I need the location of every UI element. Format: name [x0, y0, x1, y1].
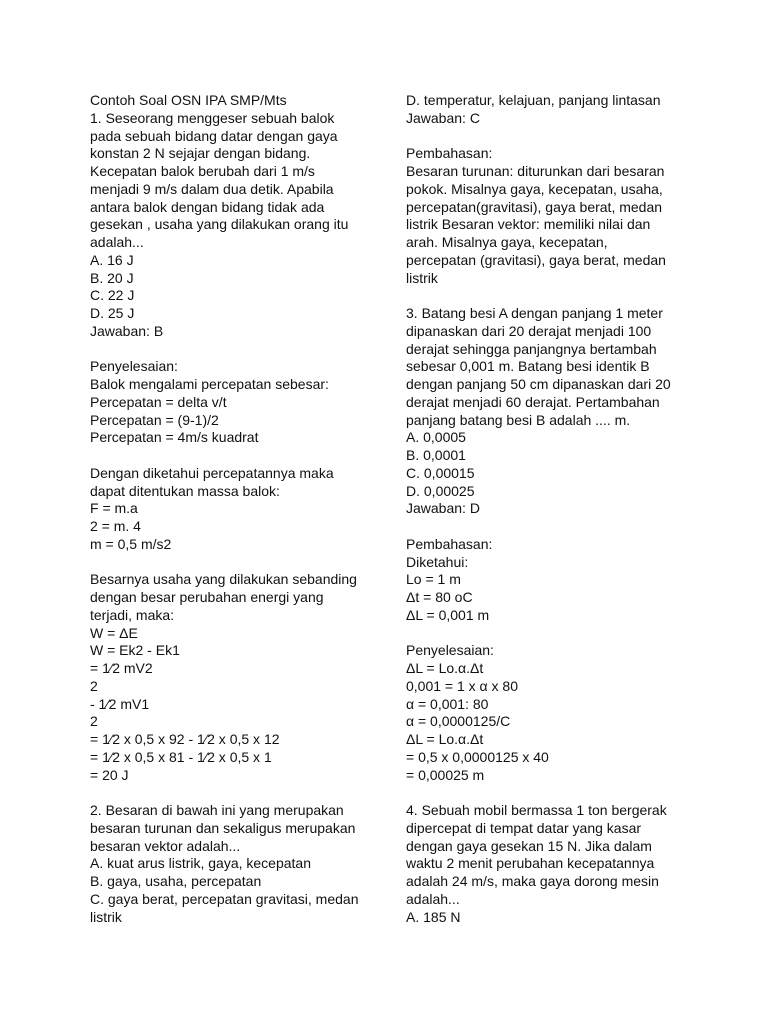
- right-column-line: [406, 625, 696, 643]
- left-column-line: C. 22 J: [90, 287, 135, 304]
- right-column-line: Pembahasan:: [406, 145, 493, 162]
- left-column-line: konstan 2 N sejajar dengan bidang.: [90, 145, 311, 162]
- left-column-line: = 1⁄2 mV2: [90, 660, 153, 676]
- right-column-line: derajat menjadi 60 derajat. Pertambahan: [406, 393, 660, 410]
- left-column-line: besaran vektor adalah...: [90, 837, 241, 854]
- right-column-line: D. 0,00025: [406, 482, 475, 499]
- right-column-line: percepatan(gravitasi), gaya berat, medan: [406, 198, 663, 215]
- left-column-line: = 20 J: [90, 766, 129, 783]
- right-column-line: A. 185 N: [406, 908, 461, 925]
- right-column-line: 3. Batang besi A dengan panjang 1 meter: [406, 305, 663, 321]
- right-column-line: α = 0,0000125/C: [406, 713, 511, 730]
- left-column-line: 2: [90, 677, 98, 694]
- left-column-line: besaran turunan dan sekaligus merupakan: [90, 819, 356, 836]
- left-column-line: antara balok dengan bidang tidak ada: [90, 198, 325, 215]
- right-column-line: ΔL = Lo.α.Δt: [406, 660, 484, 676]
- left-column-line: 2: [90, 713, 98, 730]
- right-column-line: percepatan (gravitasi), gaya berat, medan: [406, 251, 666, 268]
- left-column-line: = 1⁄2 x 0,5 x 92 - 1⁄2 x 0,5 x 12: [90, 731, 280, 747]
- right-column-line: C. 0,00015: [406, 464, 475, 481]
- right-column-line: B. 0,0001: [406, 447, 466, 463]
- left-column-line: listrik: [90, 908, 122, 925]
- left-column-line: Balok mengalami percepatan sebesar:: [90, 376, 329, 392]
- right-column-line: dengan gaya gesekan 15 N. Jika dalam: [406, 837, 652, 854]
- left-column-line: B. 20 J: [90, 269, 134, 286]
- left-column-line: B. gaya, usaha, percepatan: [90, 873, 262, 889]
- right-column-line: listrik: [406, 269, 438, 286]
- left-column-line: W = Ek2 - Ek1: [90, 642, 180, 659]
- left-column-line: gesekan , usaha yang dilakukan orang itu: [90, 216, 349, 233]
- right-column-line: Jawaban: D: [406, 500, 480, 517]
- right-column-line: ΔL = Lo.α.Δt: [406, 731, 484, 747]
- right-column-line: dengan panjang 50 cm dipanaskan dari 20: [406, 376, 671, 392]
- right-column-line: 0,001 = 1 x α x 80: [406, 677, 518, 694]
- left-column-line: - 1⁄2 mV1: [90, 695, 150, 712]
- left-column-line: menjadi 9 m/s dalam dua detik. Apabila: [90, 180, 334, 197]
- right-column-line: dipercepat di tempat datar yang kasar: [406, 819, 642, 836]
- right-column-line: = 0,5 x 0,0000125 x 40: [406, 748, 549, 765]
- right-column-line: [406, 287, 696, 305]
- right-column-line: [406, 784, 696, 802]
- left-text-column: [90, 92, 380, 926]
- right-column-line: ΔL = 0,001 m: [406, 606, 490, 623]
- right-column-line: listrik Besaran vektor: memiliki nilai dan: [406, 216, 651, 233]
- left-column-line: Percepatan = delta v/t: [90, 393, 227, 410]
- left-column-line: A. 16 J: [90, 251, 134, 268]
- right-column-line: panjang batang besi B adalah .... m.: [406, 411, 631, 428]
- left-column-line: adalah...: [90, 234, 144, 250]
- right-column-line: α = 0,001: 80: [406, 695, 489, 712]
- right-column-line: A. 0,0005: [406, 429, 466, 446]
- right-column-line: Besaran turunan: diturunkan dari besaran: [406, 163, 665, 179]
- left-column-line: m = 0,5 m/s2: [90, 535, 172, 552]
- right-column-line: waktu 2 menit perubahan kecepatannya: [406, 855, 655, 872]
- left-column-line: [90, 447, 380, 465]
- right-column-line: Diketahui:: [406, 553, 469, 570]
- left-column-line: 2 = m. 4: [90, 518, 141, 534]
- left-column-line: = 1⁄2 x 0,5 x 81 - 1⁄2 x 0,5 x 1: [90, 748, 272, 765]
- left-column-line: [90, 341, 380, 359]
- left-column-line: D. 25 J: [90, 305, 135, 321]
- right-column-line: derajat sehingga panjangnya bertambah: [406, 340, 657, 357]
- right-column-line: = 0,00025 m: [406, 766, 485, 783]
- right-column-line: [406, 128, 696, 146]
- left-column-line: Percepatan = 4m/s kuadrat: [90, 429, 259, 446]
- right-column-line: Δt = 80 oC: [406, 589, 473, 605]
- right-column-line: pokok. Misalnya gaya, kecepatan, usaha,: [406, 180, 663, 197]
- right-column-line: Penyelesaian:: [406, 642, 494, 659]
- left-column-line: Besarnya usaha yang dilakukan sebanding: [90, 571, 357, 588]
- left-column-line: Kecepatan balok berubah dari 1 m/s: [90, 163, 315, 179]
- right-column-line: arah. Misalnya gaya, kecepatan,: [406, 234, 608, 250]
- left-column-line: dengan besar perubahan energi yang: [90, 589, 324, 605]
- right-text-column: [406, 92, 696, 926]
- right-column-line: dipanaskan dari 20 derajat menjadi 100: [406, 322, 652, 339]
- left-column-line: [90, 554, 380, 572]
- left-column-line: 2. Besaran di bawah ini yang merupakan: [90, 802, 344, 818]
- right-column-line: Lo = 1 m: [406, 571, 461, 588]
- left-column-line: dapat ditentukan massa balok:: [90, 482, 280, 499]
- left-column-line: Percepatan = (9-1)/2: [90, 411, 219, 428]
- left-column-line: pada sebuah bidang datar dengan gaya: [90, 127, 338, 144]
- right-column-line: 4. Sebuah mobil bermassa 1 ton bergerak: [406, 802, 667, 818]
- left-column-line: W = ΔE: [90, 624, 138, 641]
- left-column-line: A. kuat arus listrik, gaya, kecepatan: [90, 855, 311, 872]
- left-column-line: 1. Seseorang menggeser sebuah balok: [90, 109, 335, 126]
- left-column-line: Penyelesaian:: [90, 358, 178, 375]
- left-column-line: terjadi, maka:: [90, 606, 175, 623]
- left-column-line: F = m.a: [90, 500, 138, 517]
- right-column-line: Pembahasan:: [406, 535, 493, 552]
- right-column-line: adalah...: [406, 890, 460, 907]
- left-column-line: C. gaya berat, percepatan gravitasi, medan: [90, 890, 359, 907]
- left-column-line: Jawaban: B: [90, 322, 164, 339]
- left-column-line: Dengan diketahui percepatannya maka: [90, 464, 334, 481]
- left-column-line: Contoh Soal OSN IPA SMP/Mts: [90, 92, 287, 108]
- right-column-line: D. temperatur, kelajuan, panjang lintasan: [406, 92, 661, 108]
- left-column-line: [90, 784, 380, 802]
- right-column-line: adalah 24 m/s, maka gaya dorong mesin: [406, 873, 659, 889]
- right-column-line: sebesar 0,001 m. Batang besi identik B: [406, 358, 650, 375]
- right-column-line: [406, 518, 696, 536]
- right-column-line: Jawaban: C: [406, 109, 480, 126]
